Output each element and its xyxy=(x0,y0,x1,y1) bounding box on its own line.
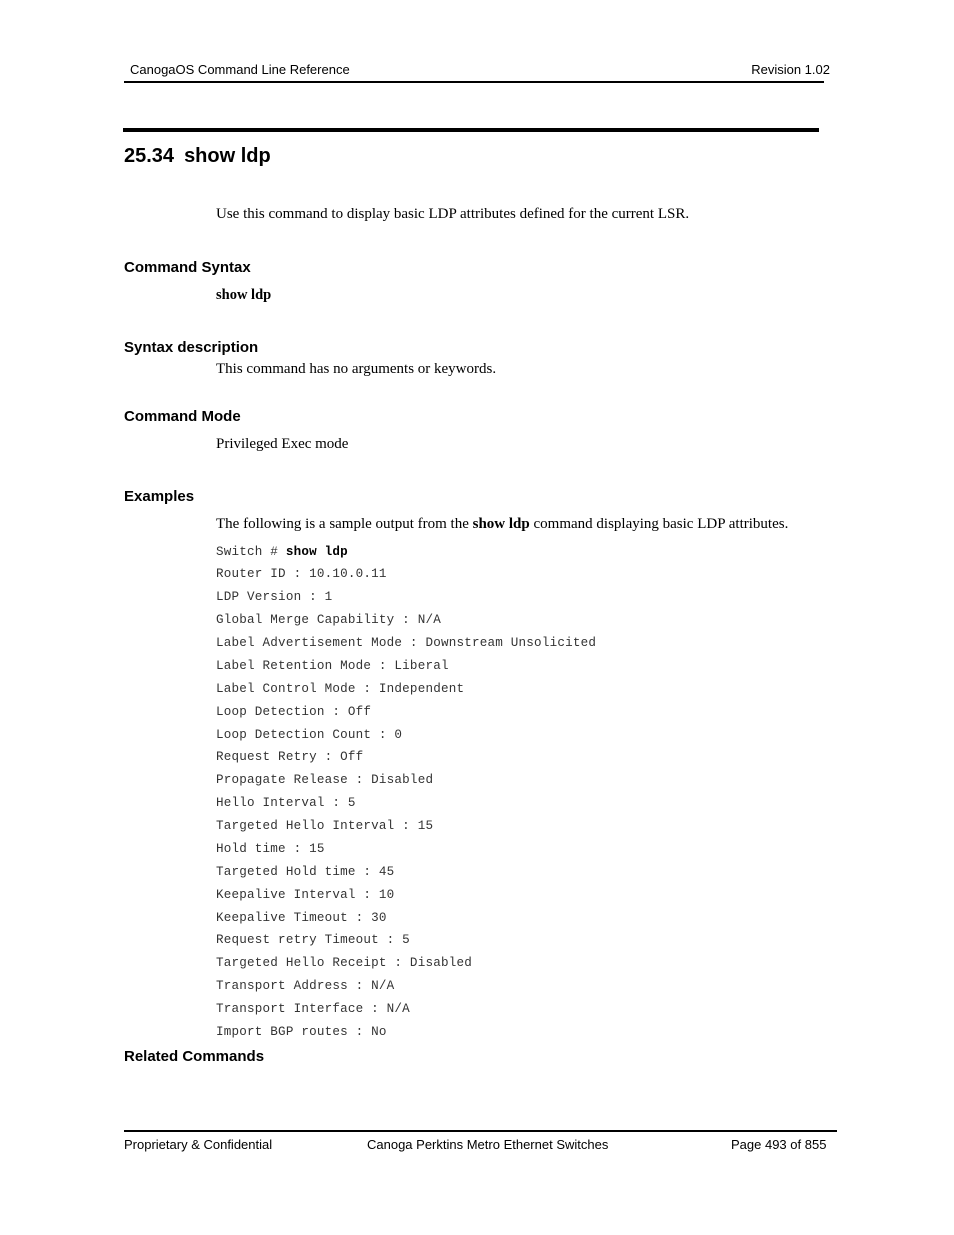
section-number: 25.34 xyxy=(124,145,175,167)
related-commands-heading: Related Commands xyxy=(124,1048,265,1065)
code-prompt-command: show ldp xyxy=(285,545,348,559)
command-syntax-heading: Command Syntax xyxy=(124,259,251,276)
command-mode-heading: Command Mode xyxy=(124,408,241,425)
header-divider xyxy=(124,81,824,83)
examples-heading: Examples xyxy=(124,488,195,505)
code-output-line: LDP Version : 1 xyxy=(216,590,333,604)
examples-intro-before: The following is a sample output from the xyxy=(216,516,473,532)
examples-intro xyxy=(216,516,788,533)
code-output-line: Targeted Hello Receipt : Disabled xyxy=(216,956,472,970)
command-syntax-text: show ldp xyxy=(216,287,272,303)
code-output-line: Import BGP routes : No xyxy=(216,1025,387,1039)
code-output-line: Request retry Timeout : 5 xyxy=(216,933,410,947)
syntax-description-text: This command has no arguments or keywords. xyxy=(216,361,497,377)
code-output-line: Label Advertisement Mode : Downstream Unsolicited xyxy=(216,636,597,650)
code-output-line: Keepalive Interval : 10 xyxy=(216,888,395,902)
header-doc-title: CanogaOS Command Line Reference xyxy=(130,62,350,77)
code-output-line: Global Merge Capability : N/A xyxy=(216,613,441,627)
code-output-line: Keepalive Timeout : 30 xyxy=(216,911,387,925)
section-title xyxy=(124,145,271,168)
code-prompt-line xyxy=(216,545,348,559)
code-output-line: Loop Detection : Off xyxy=(216,705,372,719)
examples-intro-command: show ldp xyxy=(472,516,530,532)
header-revision: Revision 1.02 xyxy=(751,62,830,77)
code-output-line: Propagate Release : Disabled xyxy=(216,773,434,787)
code-output-line: Targeted Hello Interval : 15 xyxy=(216,819,434,833)
code-output-line: Hello Interval : 5 xyxy=(216,796,356,810)
command-mode-text: Privileged Exec mode xyxy=(216,436,349,452)
code-output-line: Router ID : 10.10.0.11 xyxy=(216,567,387,581)
code-output-line: Transport Address : N/A xyxy=(216,979,395,993)
examples-intro-after: command displaying basic LDP attributes. xyxy=(529,516,789,532)
footer-divider xyxy=(124,1130,837,1132)
footer-page-number: Page 493 of 855 xyxy=(731,1137,827,1152)
intro-text: Use this command to display basic LDP attributes defined for the current LSR. xyxy=(216,206,690,222)
code-output-line: Loop Detection Count : 0 xyxy=(216,728,403,742)
code-output-line: Label Control Mode : Independent xyxy=(216,682,465,696)
code-output-line: Transport Interface : N/A xyxy=(216,1002,410,1016)
syntax-description-heading: Syntax description xyxy=(124,339,259,356)
code-output-line: Hold time : 15 xyxy=(216,842,325,856)
footer-company: Canoga Perktins Metro Ethernet Switches xyxy=(367,1137,609,1152)
code-prompt: Switch # xyxy=(216,545,286,559)
footer-confidential: Proprietary & Confidential xyxy=(124,1137,273,1152)
section-name: show ldp xyxy=(184,145,271,167)
code-output-line: Label Retention Mode : Liberal xyxy=(216,659,449,673)
code-output-line: Targeted Hold time : 45 xyxy=(216,865,395,879)
section-rule xyxy=(123,128,819,132)
code-output-line: Request Retry : Off xyxy=(216,750,364,764)
